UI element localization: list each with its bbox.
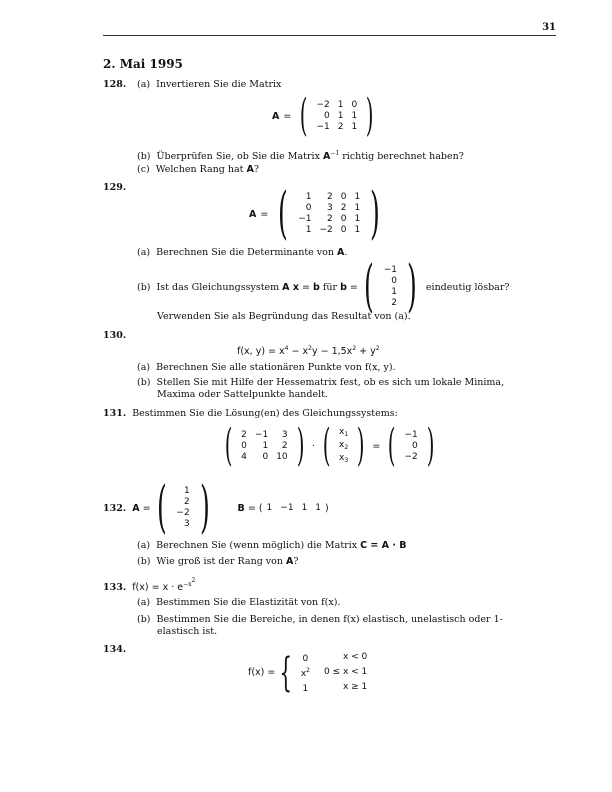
cell: 1 (354, 214, 361, 224)
text: Bestimmen Sie die Lösung(en) des Gleichungssystems: (132, 408, 398, 419)
p128-matrix-equation (272, 90, 378, 141)
equals: = (372, 440, 381, 452)
a-vector: 1 2 −2 3 (176, 486, 190, 529)
equals: = (283, 110, 292, 122)
p133-b: (b) Bestimmen Sie die Bereiche, in denen f(x) elastisch, unelastisch oder 1- (137, 614, 503, 625)
text: . (344, 247, 348, 258)
cell: −1 (316, 121, 330, 132)
p130-b: (b) Stellen Sie mit Hilfe der Hessematrix fest, ob es sich um lokale Minima, (137, 377, 505, 388)
cell: −2 (319, 225, 333, 235)
left-paren: ( (258, 502, 263, 514)
cell: 1 (354, 192, 361, 202)
left-paren: ( (363, 254, 374, 319)
problem-number-130: 130. (103, 330, 127, 341)
cell: 1 (305, 192, 312, 202)
label: (a) (137, 79, 151, 90)
left-paren: ( (388, 420, 396, 471)
right-paren: ) (370, 181, 381, 246)
b-row: 1 −1 1 1 (266, 502, 322, 513)
right-paren: ) (296, 420, 305, 471)
header-rule (103, 35, 556, 36)
cell: 1 (337, 110, 344, 121)
matrix-name: B (237, 502, 245, 514)
equals: = (142, 502, 151, 514)
cell: 0 (324, 110, 330, 121)
left-brace: { (279, 649, 293, 696)
cell: −2 (316, 99, 330, 110)
dot: · (311, 440, 315, 452)
cell: −1 (383, 265, 398, 275)
text: Überprüfen Sie, ob Sie die Matrix (156, 151, 320, 162)
p128-c (137, 164, 259, 176)
x-vector: $x_1$ $x_2$ $x_3$ (339, 426, 349, 464)
text: Welchen Rang hat (155, 164, 244, 175)
problem-number-132: 132. (103, 502, 127, 514)
equals: = (349, 281, 358, 293)
left-paren: ( (224, 420, 233, 471)
text: für (322, 281, 338, 293)
right-paren: ) (325, 502, 329, 514)
p132-definition (103, 475, 329, 540)
page-number: 31 (542, 22, 556, 33)
symbol: A (246, 164, 254, 175)
right-paren: ) (365, 90, 374, 141)
text: ? (253, 164, 259, 175)
cell: 3 (327, 203, 333, 213)
text: Berechnen Sie die Determinante von (156, 247, 334, 258)
cell: 2 (391, 298, 398, 308)
text: richtig berechnet haben? (342, 151, 464, 162)
superscript: −1 (330, 150, 340, 157)
cell: 0 (391, 276, 398, 286)
p130-a: (a) Berechnen Sie alle stationären Punkte von f(x, y). (137, 362, 396, 373)
lhs: f(x) = (248, 667, 276, 678)
cell: 1 (351, 110, 358, 121)
date-heading: 2. Mai 1995 (103, 57, 183, 71)
matrix-name: A (272, 110, 280, 122)
cell: 0 (340, 225, 347, 235)
cell: 0 (351, 99, 358, 110)
label: (b) (137, 151, 151, 162)
cases: 0 x < 0 $x^2$ 0 ≤ x < 1 1 x ≥ 1 (300, 652, 368, 694)
equals: = (260, 208, 269, 220)
cell: 0 (340, 192, 347, 202)
cell: 0 (340, 214, 347, 224)
p133-b-line2: elastisch ist. (157, 626, 218, 637)
cell: 2 (327, 214, 333, 224)
problem-number-128: 128. (103, 79, 127, 90)
left-paren: ( (278, 181, 289, 246)
problem-number-131: 131. (103, 408, 127, 419)
problem-number-129: 129. (103, 182, 127, 193)
right-paren: ) (356, 420, 365, 471)
label: (c) (137, 164, 150, 175)
text: Ist das Gleichungssystem (156, 281, 280, 293)
cell: 1 (351, 121, 358, 132)
p133-heading: 133. $f(x) = x \cdot e^{-x^2}$ (103, 577, 196, 593)
cell: −1 (298, 214, 312, 224)
symbol: A x (282, 281, 299, 293)
problem-number-133: 133. (103, 582, 127, 593)
p129-a (137, 247, 347, 259)
cell: 1 (354, 203, 361, 213)
right-paren: ) (426, 420, 435, 471)
matrix-name: A (132, 502, 140, 514)
symbol: A (322, 151, 331, 162)
text: eindeutig lösbar? (425, 281, 510, 293)
text: Invertieren Sie die Matrix (156, 79, 282, 90)
cell: 1 (391, 287, 398, 297)
symbol: b (340, 281, 347, 293)
label: (a) (137, 247, 151, 258)
left-paren: ( (156, 475, 167, 540)
p130-b-line2: Maxima oder Sattelpunkte handelt. (157, 389, 328, 400)
cell: 1 (305, 225, 312, 235)
left-paren: ( (322, 420, 331, 471)
p128-b (137, 148, 464, 163)
rhs-vector: −1 0 −2 (404, 429, 418, 462)
right-paren: ) (407, 254, 417, 319)
left-paren: ( (300, 90, 308, 141)
symbol: b (313, 281, 320, 293)
right-paren: ) (199, 475, 210, 540)
cell: 2 (337, 121, 344, 132)
cell: 2 (327, 192, 333, 202)
p130-formula: f(x, $y) = x^4 - x^2y - 1,5x^2 + y^2$ (237, 345, 380, 357)
equals: = (302, 281, 310, 293)
p133-a: (a) Bestimmen Sie die Elastizität von f(x). (137, 597, 341, 608)
cell: 0 (305, 203, 312, 213)
matrix (294, 192, 364, 236)
p129-matrix-equation (249, 181, 386, 246)
matrix-name: A (249, 208, 257, 220)
p132-a: (a) Berechnen Sie (wenn möglich) die Matrix C = A · B (137, 540, 407, 551)
problem-number-134: 134. (103, 644, 127, 655)
cell: 1 (354, 225, 361, 235)
cell: 1 (337, 99, 344, 110)
coefficient-matrix: 2 −1 3 0 1 2 4 0 10 (241, 429, 288, 462)
p129-note: Verwenden Sie als Begründung das Resultat von (a). (157, 311, 411, 322)
vector (380, 265, 401, 309)
symbol: A (337, 247, 345, 258)
p131-heading (103, 408, 398, 420)
equals: = (247, 502, 256, 514)
p131-system (220, 420, 439, 471)
p132-b: (b) Wie groß ist der Rang von A? (137, 556, 299, 567)
matrix (313, 100, 362, 133)
cell: 2 (340, 203, 347, 213)
label: (b) (137, 281, 151, 293)
p134-piecewise (248, 650, 371, 695)
p128-a (137, 79, 281, 91)
